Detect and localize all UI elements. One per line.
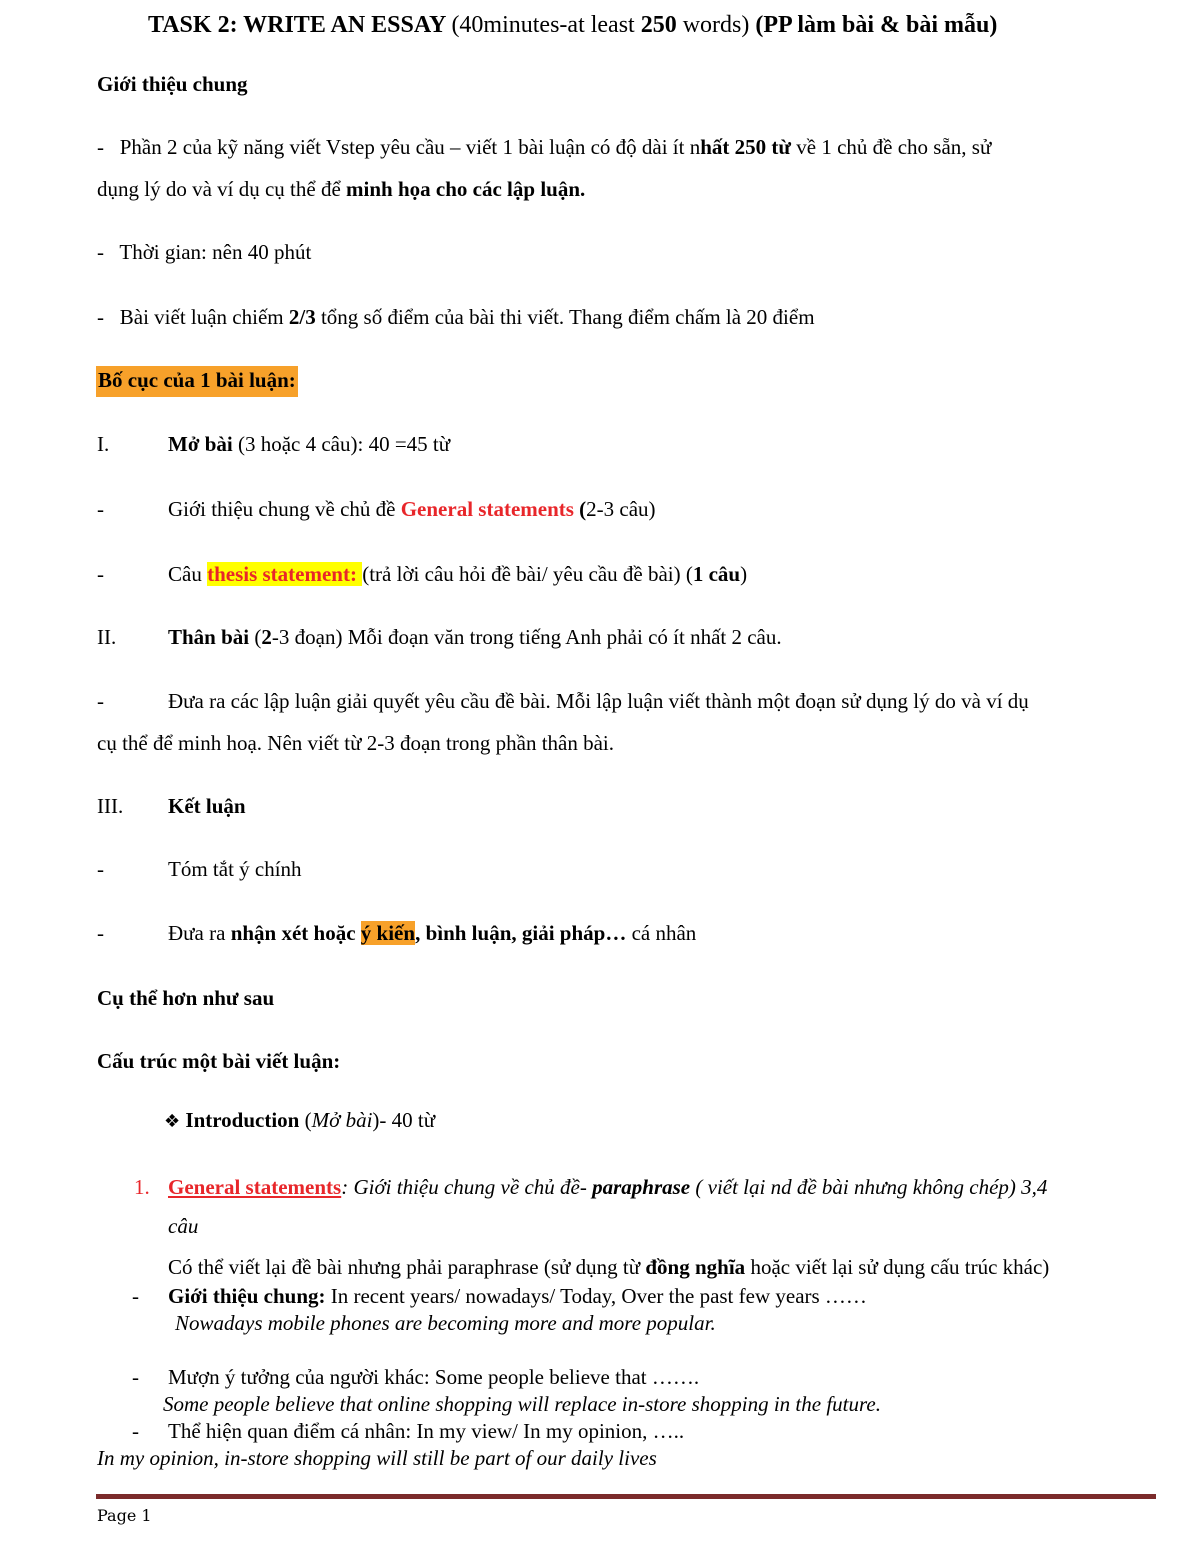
text: (3 hoặc 4 câu): 40 =45 từ xyxy=(232,432,451,456)
text: hoặc viết lại sử dụng cấu trúc khác) xyxy=(745,1255,1050,1279)
title-main: TASK 2: WRITE AN ESSAY xyxy=(148,12,446,38)
text: Đưa ra xyxy=(168,921,231,945)
text-italic: ( viết lại nd đề bài nhưng không chép) 3,4 xyxy=(690,1175,1048,1199)
dash: - xyxy=(132,1284,139,1308)
page-number: Page 1 xyxy=(97,1506,152,1525)
text: Giới thiệu chung về chủ đề xyxy=(168,497,401,521)
text: tổng số điểm của bài thi viết. Thang điểm chấm là 20 điểm xyxy=(315,305,815,329)
text: -3 đoạn) Mỗi đoạn văn trong tiếng Anh phải có ít nhất 2 câu. xyxy=(271,625,782,649)
text-bold: minh họa cho các lập luận. xyxy=(346,177,586,201)
dash: - xyxy=(97,689,104,713)
dash: - xyxy=(97,921,104,945)
text: cá nhân xyxy=(631,921,697,945)
text-bold: Introduction xyxy=(185,1108,300,1132)
text: )- 40 từ xyxy=(372,1108,436,1132)
dash: - xyxy=(97,857,104,881)
text: In recent years/ nowadays/ Today, Over the past few years …… xyxy=(325,1284,867,1308)
text-bold: nhận xét hoặc xyxy=(230,921,361,945)
intro-point-1-line2 xyxy=(97,177,585,202)
page-title xyxy=(148,12,997,39)
text-bold: Mở bài xyxy=(168,432,233,456)
text: 2-3 câu) xyxy=(586,497,656,521)
intro-point-2 xyxy=(97,240,311,265)
text: ( xyxy=(249,625,262,649)
section-2-title xyxy=(168,625,782,650)
general-statements-note xyxy=(168,1255,1049,1280)
text-bold: , bình luận, giải pháp… xyxy=(415,921,632,945)
dash: - xyxy=(97,135,104,159)
text-bold: hất 250 từ xyxy=(700,135,792,159)
dash: - xyxy=(97,562,104,586)
intro-point-1 xyxy=(97,135,991,160)
text-red: General statements xyxy=(400,497,574,521)
text-highlight: thesis statement: xyxy=(207,562,363,586)
text: Có thể viết lại đề bài nhưng phải paraphrase (sử dụng từ xyxy=(168,1255,646,1279)
detail-heading: Cụ thể hơn như sau xyxy=(97,986,275,1010)
section-2-item-1-line2: cụ thể để minh hoạ. Nên viết từ 2-3 đoạn trong phần thân bài. xyxy=(97,731,615,755)
text: Bài viết luận chiếm xyxy=(119,305,289,329)
section-2-number: II. xyxy=(97,625,117,649)
text-bold: Thân bài xyxy=(168,625,250,649)
text-red-underline: General statements xyxy=(168,1175,342,1199)
detail-item-3: Thể hiện quan điểm cá nhân: In my view/ In my opinion, ….. xyxy=(168,1419,685,1443)
intro-point-3 xyxy=(97,305,815,330)
text-bold-italic: paraphrase xyxy=(592,1175,691,1199)
text: (trả lời câu hỏi đề bài/ yêu cầu đề bài) ( xyxy=(362,562,693,586)
text: về 1 chủ đề cho sẵn, sử xyxy=(791,135,992,159)
section-3-title: Kết luận xyxy=(168,794,246,818)
title-word-count: 250 xyxy=(640,12,677,38)
introduction-bullet xyxy=(164,1108,435,1133)
text-bold: Giới thiệu chung: xyxy=(168,1284,326,1308)
text: Câu xyxy=(168,562,208,586)
dash: - xyxy=(132,1365,139,1389)
general-statements-line2: câu xyxy=(168,1214,199,1238)
text: ) xyxy=(740,562,748,586)
section-2-item-1: Đưa ra các lập luận giải quyết yêu cầu đề bài. Mỗi lập luận viết thành một đoạn sử dụng lý do và ví dụ xyxy=(168,689,1029,713)
text-bold: 2 xyxy=(261,625,272,649)
section-1-number: I. xyxy=(97,432,110,456)
text-bold: 1 câu xyxy=(692,562,741,586)
section-3-item-2 xyxy=(168,921,696,946)
title-words: words) xyxy=(682,12,750,38)
dash: - xyxy=(97,305,104,329)
footer-rule xyxy=(96,1494,1156,1499)
title-tail: (PP làm bài & bài mẫu) xyxy=(755,12,998,38)
detail-item-2: Mượn ý tưởng của người khác: Some people believe that ……. xyxy=(168,1365,700,1389)
dash: - xyxy=(97,497,104,521)
general-statements-number: 1. xyxy=(134,1175,150,1199)
text-bold: 2/3 xyxy=(288,305,316,329)
text-bold: ( xyxy=(573,497,587,521)
text: ( xyxy=(299,1108,312,1132)
detail-item-1-example: Nowadays mobile phones are becoming more and more popular. xyxy=(175,1311,716,1335)
section-1-title xyxy=(168,432,450,457)
general-statements-line xyxy=(168,1175,1047,1200)
title-time: (40minutes-at least xyxy=(451,12,635,38)
section-1-item-1 xyxy=(168,497,656,522)
text-italic: Mở bài xyxy=(311,1108,373,1132)
section-1-item-2 xyxy=(168,562,747,587)
text-bold: đồng nghĩa xyxy=(645,1255,746,1279)
diamond-bullet-icon: ❖ xyxy=(164,1111,181,1132)
detail-item-1 xyxy=(168,1284,867,1309)
detail-item-3-example: In my opinion, in-store shopping will still be part of our daily lives xyxy=(97,1446,657,1470)
intro-heading: Giới thiệu chung xyxy=(97,72,248,96)
text-italic: Giới thiệu chung về chủ đề- xyxy=(353,1175,593,1199)
text-highlight: ý kiến xyxy=(360,921,416,945)
section-3-item-1: Tóm tắt ý chính xyxy=(168,857,302,881)
detail-item-2-example: Some people believe that online shopping will replace in-store shopping in the future. xyxy=(163,1392,881,1416)
text: Phần 2 của kỹ năng viết Vstep yêu cầu – viết 1 bài luận có độ dài ít n xyxy=(119,135,701,159)
structure-subheading: Cấu trúc một bài viết luận: xyxy=(97,1049,341,1073)
text: Thời gian: nên 40 phút xyxy=(119,240,312,264)
text: dụng lý do và ví dụ cụ thể để xyxy=(97,177,347,201)
structure-heading: Bố cục của 1 bài luận: xyxy=(96,366,298,397)
dash: - xyxy=(97,240,104,264)
text: : xyxy=(341,1175,354,1199)
section-3-number: III. xyxy=(97,794,124,818)
dash: - xyxy=(132,1419,139,1443)
